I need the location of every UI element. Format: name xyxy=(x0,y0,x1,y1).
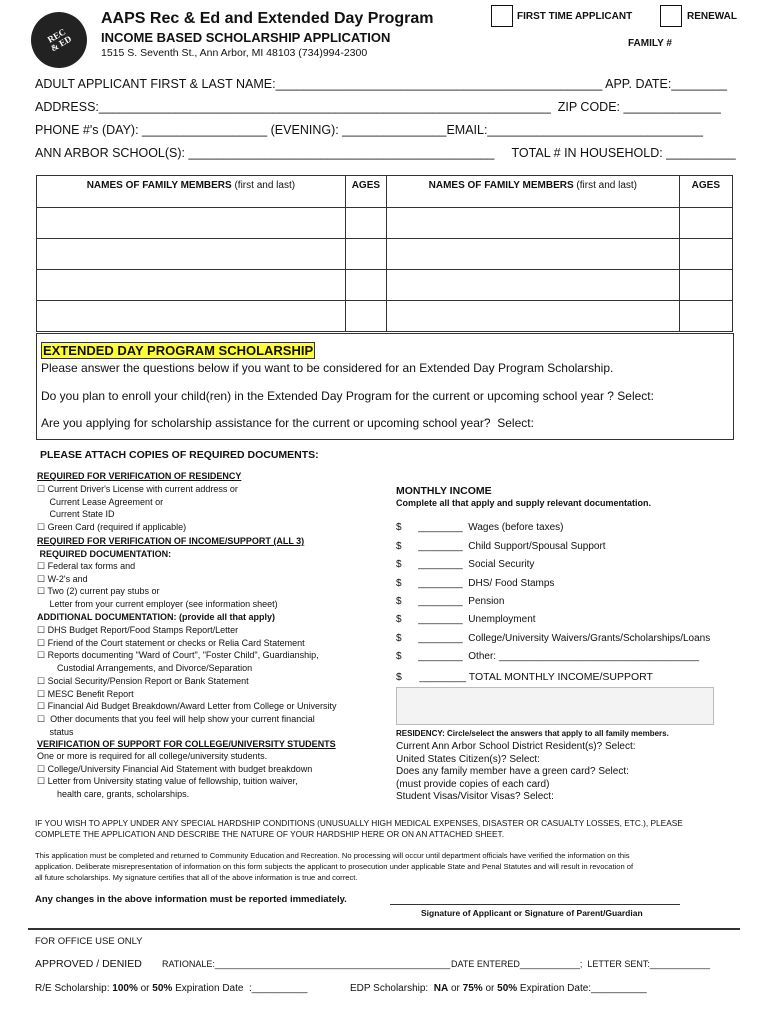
page-title: AAPS Rec & Ed and Extended Day Program xyxy=(101,10,434,27)
income-wages-row[interactable]: $ ________ Wages (before taxes) xyxy=(396,522,564,533)
family-name-cell[interactable] xyxy=(387,239,680,270)
renewal-label: RENEWAL xyxy=(687,11,737,22)
family-name-cell[interactable] xyxy=(387,301,680,332)
college-checklist[interactable]: One or more is required for all college/university students. ☐ College/University Financial Aid Statement with budget breakdown ☐ Letter from University stating value of fellowship, tuition waiver, health care, grants, scholarships. xyxy=(37,751,313,800)
phone-email-line[interactable]: PHONE #'s (DAY): __________________ (EVENING): _______________EMAIL:_______________________________ xyxy=(35,123,703,137)
income-social-security-row[interactable]: $ ________ Social Security xyxy=(396,559,535,570)
income-verification-heading: REQUIRED FOR VERIFICATION OF INCOME/SUPPORT (ALL 3) xyxy=(37,536,305,546)
income-child-support-row[interactable]: $ ________ Child Support/Spousal Support xyxy=(396,541,606,552)
monthly-income-subheading: Complete all that apply and supply relevant documentation. xyxy=(396,498,652,508)
ages-header-left: AGES xyxy=(345,176,386,208)
family-number-label: FAMILY # xyxy=(628,38,672,49)
age-cell[interactable] xyxy=(345,301,386,332)
signature-line[interactable] xyxy=(390,904,680,905)
residency-checklist[interactable]: ☐ Current Driver's License with current address or Current Lease Agreement or Current State ID ☐ Green Card (required if applicable) xyxy=(37,484,238,533)
table-row xyxy=(37,270,733,301)
renewal-checkbox[interactable] xyxy=(660,5,682,27)
income-checklist[interactable]: ☐ Federal tax forms and ☐ W-2's and ☐ Two (2) current pay stubs or Letter from your current employer (see information sheet) xyxy=(37,561,278,610)
required-documentation-label: REQUIRED DOCUMENTATION: xyxy=(37,549,172,559)
ages-header-right: AGES xyxy=(679,176,732,208)
logo-text: REC & ED xyxy=(45,26,74,54)
re-scholarship-line[interactable]: R/E Scholarship: 100% or 50% Expiration Date :__________ xyxy=(35,983,308,994)
address-line[interactable]: ADDRESS:_________________________________________________________________ ZIP CODE: ______________ xyxy=(35,100,721,114)
college-verification-heading: VERIFICATION OF SUPPORT FOR COLLEGE/UNIVERSITY STUDENTS xyxy=(37,739,336,749)
income-other-row[interactable]: $ ________ Other: ____________________________________ xyxy=(396,651,700,662)
first-time-applicant-checkbox[interactable] xyxy=(491,5,513,27)
table-row xyxy=(37,239,733,270)
family-name-header-left: NAMES OF FAMILY MEMBERS (first and last) xyxy=(37,176,346,208)
rec-ed-logo xyxy=(21,2,97,78)
family-name-cell[interactable] xyxy=(37,301,346,332)
income-total-row[interactable]: $ ________ TOTAL MONTHLY INCOME/SUPPORT xyxy=(396,671,653,683)
additional-documentation-label: ADDITIONAL DOCUMENTATION: (provide all that apply) xyxy=(37,612,275,622)
family-name-cell[interactable] xyxy=(387,208,680,239)
age-cell[interactable] xyxy=(679,239,732,270)
edp-scholarship-title: EXTENDED DAY PROGRAM SCHOLARSHIP xyxy=(43,343,314,358)
family-name-cell[interactable] xyxy=(37,208,346,239)
family-members-table xyxy=(36,175,733,332)
office-divider xyxy=(28,928,740,930)
family-name-cell[interactable] xyxy=(387,270,680,301)
income-pension-row[interactable]: $ ________ Pension xyxy=(396,596,505,607)
date-entered-line[interactable]: DATE ENTERED____________; LETTER SENT:____________ xyxy=(451,959,710,969)
table-row xyxy=(37,301,733,332)
edp-scholarship-line[interactable]: EDP Scholarship: NA or 75% or 50% Expiration Date:__________ xyxy=(350,983,647,994)
table-row xyxy=(37,208,733,239)
age-cell[interactable] xyxy=(679,270,732,301)
income-college-row[interactable]: $ ________ College/University Waivers/Grants/Scholarships/Loans xyxy=(396,633,711,644)
residency-questions[interactable]: Current Ann Arbor School District Resident(s)? Select: United States Citizen(s)? Select: Does any family member have a green card? Select: (must provide copies of each card) Student Visas/Visitor Visas? Select: xyxy=(396,741,636,803)
page-subtitle: INCOME BASED SCHOLARSHIP APPLICATION xyxy=(101,30,391,45)
documents-heading: PLEASE ATTACH COPIES OF REQUIRED DOCUMENTS: xyxy=(40,449,319,461)
signature-caption: Signature of Applicant or Signature of Parent/Guardian xyxy=(421,908,643,918)
edp-intro: Please answer the questions below if you want to be considered for an Extended Day Program Scholarship. xyxy=(41,361,614,375)
residency-heading: RESIDENCY: Circle/select the answers that apply to all family members. xyxy=(396,729,669,738)
age-cell[interactable] xyxy=(345,239,386,270)
hardship-notice: IF YOU WISH TO APPLY UNDER ANY SPECIAL HARDSHIP CONDITIONS (UNUSUALLY HIGH MEDICAL EXPENSES, DISASTER OR CASUALTY LOSSES, ETC.), PLEASE COMPLETE THE APPLICATION AND DESCRIBE THE NATURE OF YOUR HARDSHIP HERE OR ON AN ATTACHED SHEET. xyxy=(35,818,683,839)
family-name-cell[interactable] xyxy=(37,270,346,301)
age-cell[interactable] xyxy=(345,208,386,239)
rationale-line[interactable]: RATIONALE:_______________________________________________ xyxy=(162,959,451,969)
age-cell[interactable] xyxy=(679,208,732,239)
edp-enroll-question[interactable]: Do you plan to enroll your child(ren) in the Extended Day Program for the current or upcoming school year ? Select: xyxy=(41,389,654,403)
family-name-header-right: NAMES OF FAMILY MEMBERS (first and last) xyxy=(387,176,680,208)
office-use-heading: FOR OFFICE USE ONLY xyxy=(35,936,143,947)
family-name-cell[interactable] xyxy=(37,239,346,270)
first-time-applicant-label: FIRST TIME APPLICANT xyxy=(517,11,633,22)
approved-denied[interactable]: APPROVED / DENIED xyxy=(35,958,142,970)
income-dhs-row[interactable]: $ ________ DHS/ Food Stamps xyxy=(396,578,555,589)
office-address: 1515 S. Seventh St., Ann Arbor, MI 48103 (734)994-2300 xyxy=(101,47,368,59)
school-household-line[interactable]: ANN ARBOR SCHOOL(S): ____________________________________________ TOTAL # IN HOUSEHOLD: __________ xyxy=(35,146,736,160)
edp-assistance-question[interactable]: Are you applying for scholarship assistance for the current or upcoming school year? Select: xyxy=(41,416,534,430)
applicant-name-line[interactable]: ADULT APPLICANT FIRST & LAST NAME:_______________________________________________ APP. DATE:________ xyxy=(35,77,727,91)
income-notes-box[interactable] xyxy=(396,687,714,725)
age-cell[interactable] xyxy=(679,301,732,332)
residency-verification-heading: REQUIRED FOR VERIFICATION OF RESIDENCY xyxy=(37,471,242,481)
changes-notice: Any changes in the above information must be reported immediately. xyxy=(35,894,347,905)
additional-checklist[interactable]: ☐ DHS Budget Report/Food Stamps Report/Letter ☐ Friend of the Court statement or checks or Relia Card Statement ☐ Reports documenting "Ward of Court", "Foster Child", Guardianship, Custodial Arrangements, and Divorce/Separation ☐ Social Security/Pension Report or Bank Statement ☐ MESC Benefit Report ☐ Financial Aid Budget Breakdown/Award Letter from College or University ☐ Other documents that you feel will help show your current financial status xyxy=(37,625,337,737)
age-cell[interactable] xyxy=(345,270,386,301)
income-unemployment-row[interactable]: $ ________ Unemployment xyxy=(396,614,536,625)
monthly-income-heading: MONTHLY INCOME xyxy=(396,485,492,497)
processing-notice: This application must be completed and returned to Community Education and Recreation. No processing will occur until department officials have verified the information on this application. Deliberate misrepresentation of information on this form subjects the applicant to prosecution under applicable State and Penal Statutes and will result in revocation of all future scholarships. My signature certifies that all of the above information is true and correct. xyxy=(35,851,634,882)
